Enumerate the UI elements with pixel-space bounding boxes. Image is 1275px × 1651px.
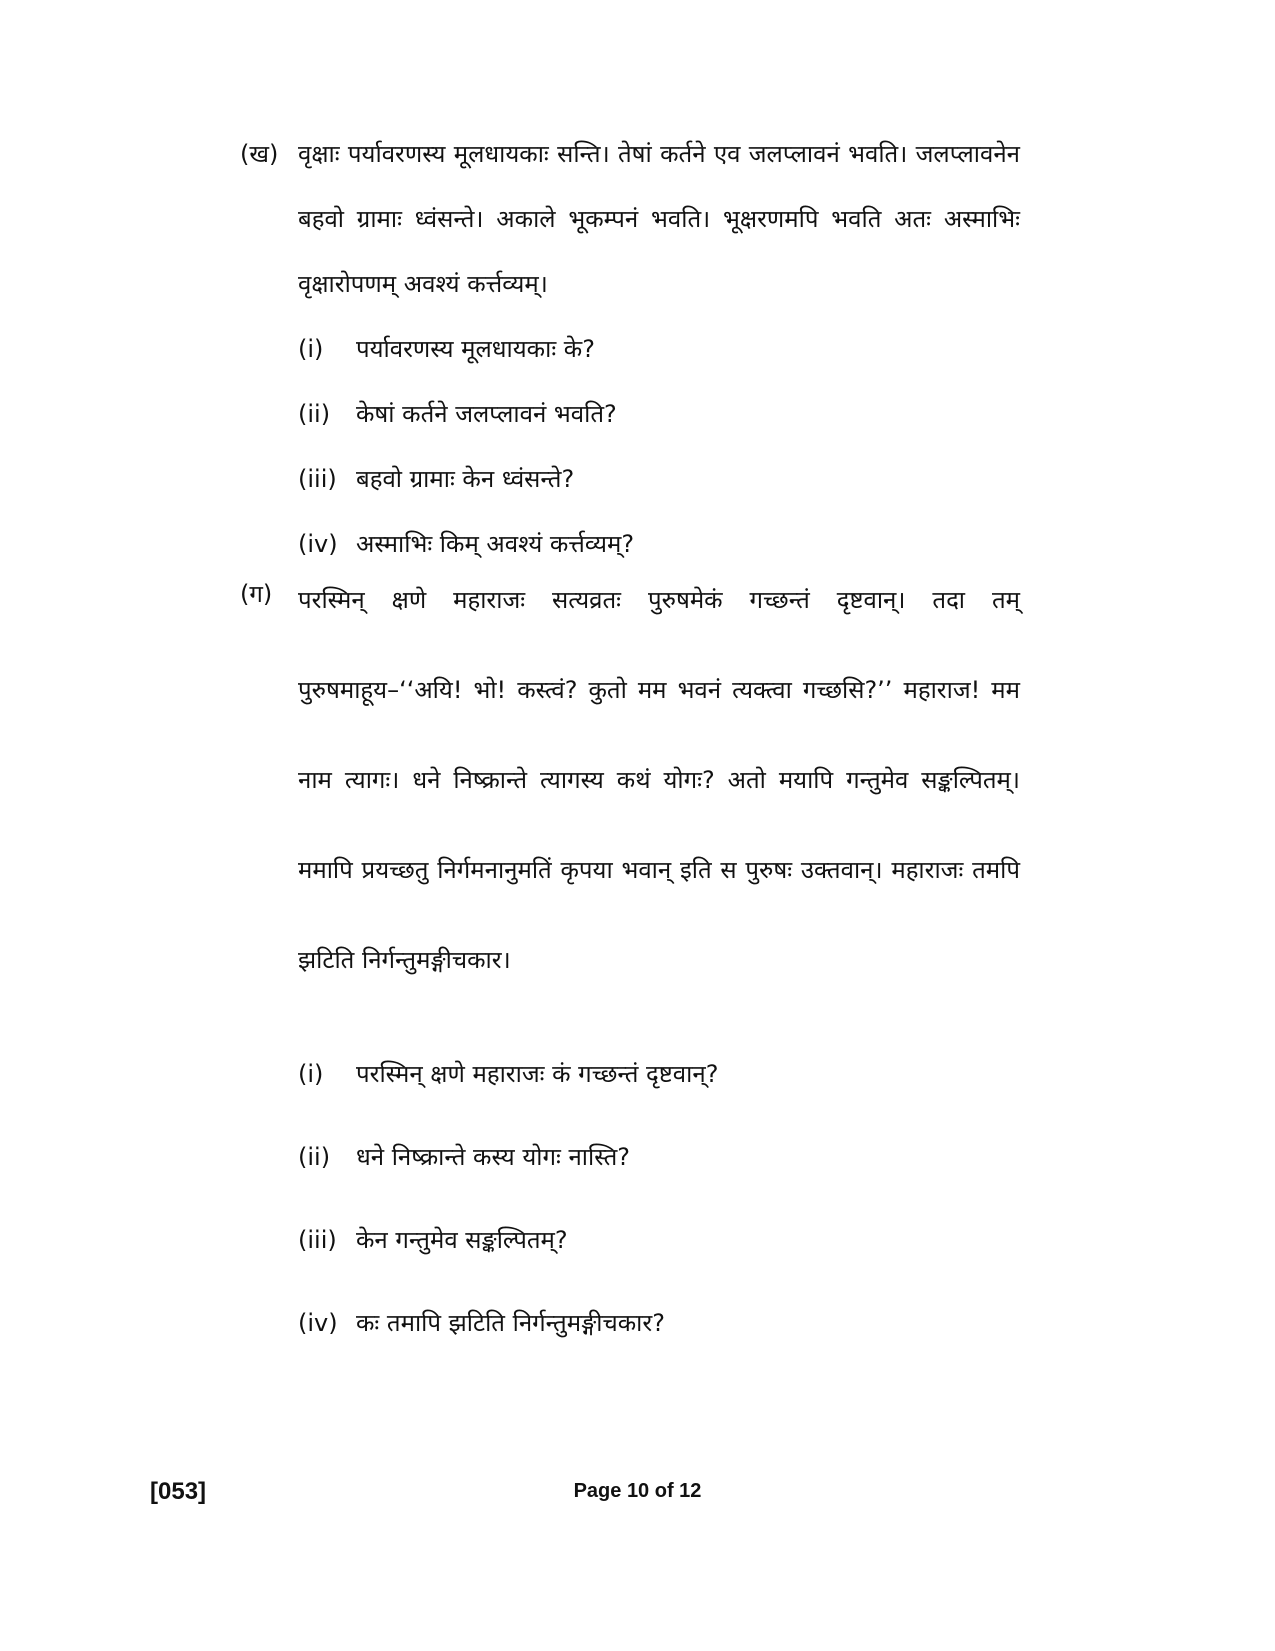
section-ga <box>240 565 1020 1365</box>
question-text: केन गन्तुमेव सङ्कल्पितम्? <box>356 1226 568 1254</box>
question-text: केषां कर्तने जलप्लावनं भवति? <box>356 400 617 428</box>
section-kha-label: (ख) <box>240 140 279 168</box>
section-ga-questions <box>298 1033 1020 1365</box>
question-text: अस्माभिः किम् अवश्यं कर्त्तव्यम्? <box>356 530 635 558</box>
question-number: (iii) <box>298 1226 337 1254</box>
question-item <box>298 1282 1020 1365</box>
question-text: धने निष्क्रान्ते कस्य योगः नास्ति? <box>356 1143 630 1171</box>
section-kha-passage: वृक्षाः पर्यावरणस्य मूलधायकाः सन्ति। तेषां कर्तने एव जलप्लावनं भवति। जलप्लावनेन बहवो ग्रामाः ध्वंसन्ते। अकाले भूकम्पनं भवति। भूक्षरणमपि भवति अतः अस्माभिः वृक्षारोपणम् अवश्यं कर्त्तव्यम्। <box>298 140 1020 298</box>
question-item <box>298 1033 1020 1116</box>
question-number: (iii) <box>298 465 337 493</box>
section-ga-label: (ग) <box>240 580 273 608</box>
question-text: कः तमापि झटिति निर्गन्तुमङ्गीचकार? <box>356 1309 665 1337</box>
question-number: (iv) <box>298 1309 338 1337</box>
section-ga-passage: परस्मिन् क्षणे महाराजः सत्यव्रतः पुरुषमेकं गच्छन्तं दृष्टवान्। तदा तम् पुरुषमाहूय–‘‘अयि! भो! कस्त्वं? कुतो मम भवनं त्यक्त्वा गच्छसि?’’ महाराज! मम नाम त्यागः। धने निष्क्रान्ते त्यागस्य कथं योगः? अतो मयापि गन्तुमेव सङ्कल्पितम्। ममापि प्रयच्छतु निर्गमनानुमतिं कृपया भवान् इति स पुरुषः उक्तवान्। महाराजः तमपि झटिति निर्गन्तुमङ्गीचकार। <box>298 586 1020 974</box>
question-text: बहवो ग्रामाः केन ध्वंसन्ते? <box>356 465 575 493</box>
question-text: परस्मिन् क्षणे महाराजः कं गच्छन्तं दृष्टवान्? <box>356 1060 719 1088</box>
question-item <box>298 1199 1020 1282</box>
question-number: (i) <box>298 335 324 363</box>
question-number: (ii) <box>298 1143 331 1171</box>
paper-code: [053] <box>150 1478 207 1505</box>
question-item <box>298 382 1020 447</box>
question-item <box>298 317 1020 382</box>
page-number: Page 10 of 12 <box>573 1480 702 1502</box>
section-kha <box>240 122 1020 577</box>
question-item <box>298 447 1020 512</box>
section-kha-questions <box>298 317 1020 577</box>
question-item <box>298 1116 1020 1199</box>
question-number: (ii) <box>298 400 331 428</box>
question-text: पर्यावरणस्य मूलधायकाः के? <box>356 335 595 363</box>
question-number: (i) <box>298 1060 324 1088</box>
question-number: (iv) <box>298 530 338 558</box>
